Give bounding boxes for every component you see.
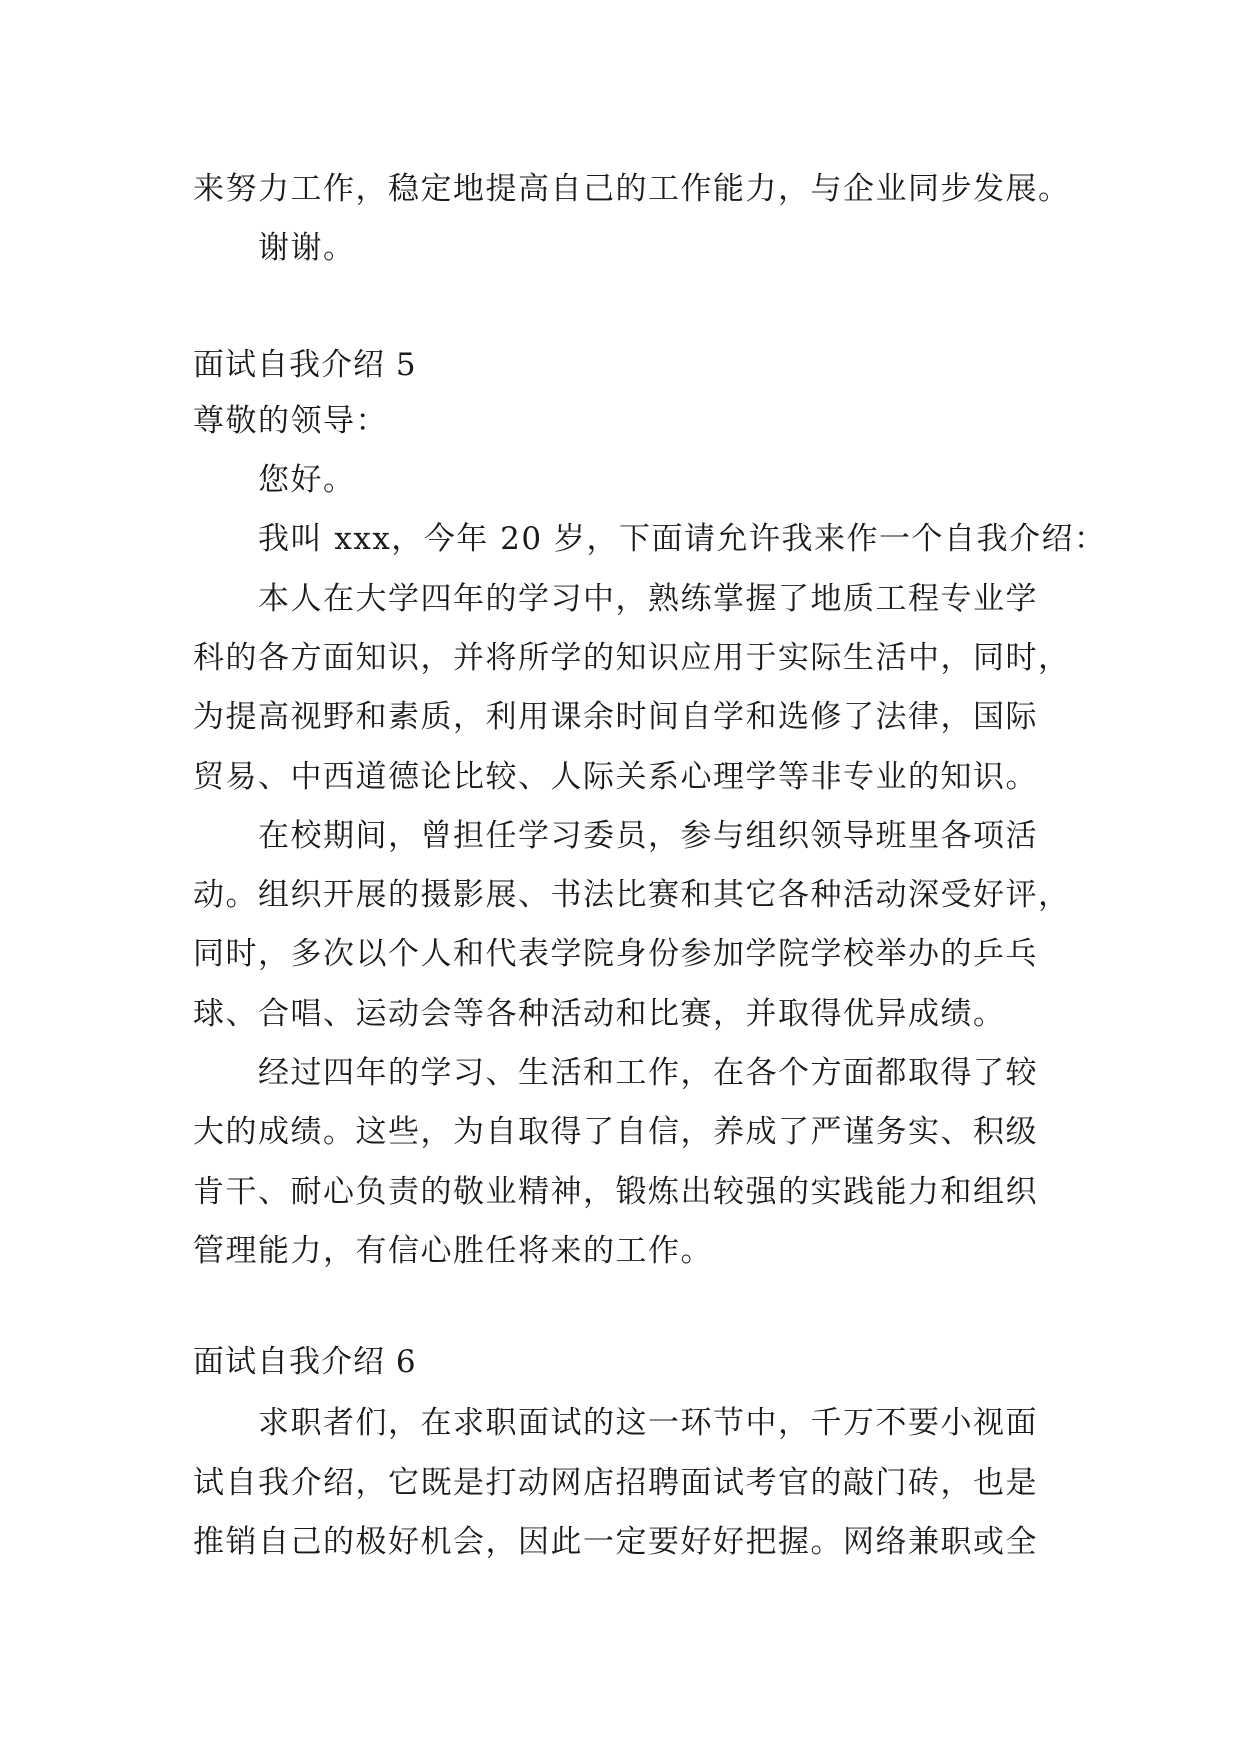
section-heading-5: 面试自我介绍 5 xyxy=(193,347,417,383)
body-text-line: 同时，多次以个人和代表学院身份参加学院学校举办的乒乓 xyxy=(193,936,1038,972)
body-text-line: 动。组织开展的摄影展、书法比赛和其它各种活动深受好评， xyxy=(193,877,1071,913)
greeting: 您好。 xyxy=(258,462,356,498)
body-text-line: 求职者们，在求职面试的这一环节中，千万不要小视面 xyxy=(258,1405,1038,1441)
body-text-line: 本人在大学四年的学习中，熟练掌握了地质工程专业学 xyxy=(258,581,1038,617)
body-text-line: 我叫 xxx，今年 20 岁，下面请允许我来作一个自我介绍： xyxy=(258,521,1107,557)
body-text-line: 为提高视野和素质，利用课余时间自学和选修了法律，国际 xyxy=(193,699,1038,735)
body-text-line: 大的成绩。这些，为自取得了自信，养成了严谨务实、积级 xyxy=(193,1114,1038,1150)
body-text-line: 管理能力，有信心胜任将来的工作。 xyxy=(193,1233,713,1269)
body-text-line: 经过四年的学习、生活和工作，在各个方面都取得了较 xyxy=(258,1055,1038,1091)
body-text-line: 贸易、中西道德论比较、人际关系心理学等非专业的知识。 xyxy=(193,759,1038,795)
closing-thanks: 谢谢。 xyxy=(258,230,356,266)
section-heading-6: 面试自我介绍 6 xyxy=(193,1344,417,1380)
body-text-line: 推销自己的极好机会，因此一定要好好把握。网络兼职或全 xyxy=(193,1524,1038,1560)
body-text-line: 肯干、耐心负责的敬业精神，锻炼出较强的实践能力和组织 xyxy=(193,1174,1038,1210)
body-text-line: 试自我介绍，它既是打动网店招聘面试考官的敲门砖，也是 xyxy=(193,1465,1038,1501)
body-text-line: 在校期间，曾担任学习委员，参与组织领导班里各项活 xyxy=(258,818,1038,854)
salutation: 尊敬的领导： xyxy=(193,403,388,439)
body-text-line: 来努力工作，稳定地提高自己的工作能力，与企业同步发展。 xyxy=(193,171,1071,207)
body-text-line: 球、合唱、运动会等各种活动和比赛，并取得优异成绩。 xyxy=(193,996,1006,1032)
body-text-line: 科的各方面知识，并将所学的知识应用于实际生活中，同时， xyxy=(193,640,1071,676)
